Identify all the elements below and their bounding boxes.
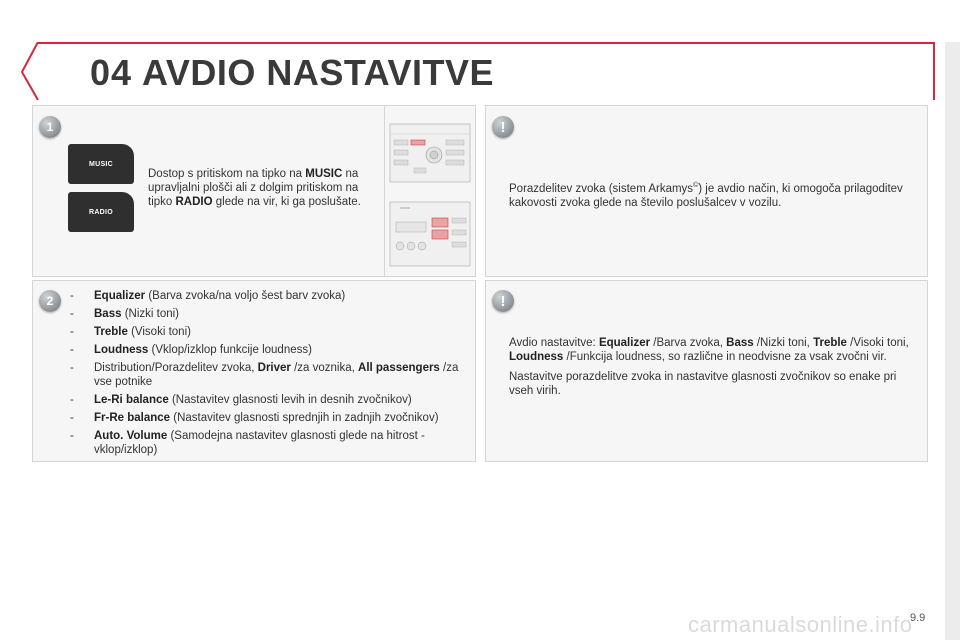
item-desc: (Nastavitev glasnosti sprednjih in zadnjih zvočnikov) [170, 412, 439, 424]
step-1-badge: 1 [39, 116, 61, 138]
dash: - [70, 430, 74, 442]
list-item [70, 307, 465, 321]
list-item [70, 325, 465, 339]
item-term-2: All passengers [358, 362, 440, 374]
list-item [70, 393, 465, 407]
list-item [70, 429, 465, 457]
item-mid: /za voznika, [290, 362, 359, 374]
item-prefix: Distribution/Porazdelitev zvoka, [94, 362, 258, 374]
access-radio-word: RADIO [175, 196, 213, 208]
page-title: AVDIO NASTAVITVE [142, 52, 495, 93]
dash: - [70, 344, 74, 356]
dash: - [70, 326, 74, 338]
note-text: Avdio nastavitve: [509, 337, 599, 349]
item-term: Treble [94, 326, 128, 338]
dash: - [70, 362, 74, 374]
access-text-c: glede na vir, ki ga poslušate. [212, 196, 361, 208]
dash: - [70, 308, 74, 320]
right-margin-strip [945, 42, 960, 640]
item-desc: (Samodejna nastavitev glasnosti glede na hitrost - vklop/izklop) [94, 430, 425, 456]
item-term: Driver [257, 362, 291, 374]
item-term: Bass [94, 308, 122, 320]
access-music-word: MUSIC [305, 168, 343, 180]
warning-icon: ! [492, 116, 514, 138]
note-text: /Barva zvoka, [650, 337, 727, 349]
access-text-a: Dostop s pritiskom na tipko na [148, 168, 306, 180]
settings-note [509, 336, 921, 404]
copyright-mark: © [693, 182, 699, 189]
note-term: Treble [813, 337, 847, 349]
note-text: /Funkcija loudness, so različne in neodvisne za vsak zvočni vir. [563, 351, 887, 363]
note-text: /Visoki toni, [846, 337, 909, 349]
note-text-a: Porazdelitev zvoka (sistem Arkamys [509, 182, 694, 195]
header-corner-decoration [20, 42, 80, 100]
music-key-icon [68, 144, 134, 184]
access-text-b: na upravljalni plošči ali z dolgim pritiskom na tipko [148, 168, 359, 208]
page-number: 9.9 [910, 612, 926, 624]
item-term: Auto. Volume [94, 430, 168, 442]
dash: - [70, 412, 74, 424]
dash: - [70, 394, 74, 406]
access-instructions [148, 167, 384, 209]
control-panel-illustration [386, 110, 474, 274]
item-desc: /za vse potnike [94, 362, 459, 388]
radio-key-label: RADIO [88, 208, 114, 216]
watermark: carmanualsonline.info [688, 612, 913, 637]
chapter-number: 04 [90, 52, 133, 93]
settings-note-p2: Nastavitve porazdelitve zvoka in nastavitve glasnosti zvočnikov so enake pri vseh virih. [509, 371, 897, 397]
dash: - [70, 290, 74, 302]
panel-divider [384, 106, 385, 276]
list-item [70, 289, 465, 303]
note-text-b: ) je avdio način, ki omogoča prilagoditev kakovosti zvoka glede na število poslušalcev v vozilu. [509, 182, 903, 209]
settings-note-p1 [509, 336, 921, 364]
note-term: Equalizer [598, 337, 651, 349]
step-2-badge: 2 [39, 290, 61, 312]
item-desc: (Nastavitev glasnosti levih in desnih zvočnikov) [168, 394, 412, 406]
item-desc: (Barva zvoka/na voljo šest barv zvoka) [145, 290, 346, 302]
list-item [70, 361, 465, 389]
item-term: Loudness [94, 344, 149, 356]
distribution-note [509, 179, 921, 210]
radio-key-icon [68, 192, 134, 232]
item-desc: (Nizki toni) [121, 308, 180, 320]
item-term: Fr-Re balance [94, 412, 171, 424]
item-desc: (Visoki toni) [127, 326, 191, 338]
note-term: Loudness [509, 351, 564, 363]
item-desc: (Vklop/izklop funkcije loudness) [148, 344, 312, 356]
note-term: Bass [726, 337, 754, 349]
list-item [70, 411, 465, 425]
item-term: Equalizer [94, 290, 146, 302]
warning-icon: ! [492, 290, 514, 312]
list-item [70, 343, 465, 357]
item-term: Le-Ri balance [94, 394, 169, 406]
settings-list [70, 289, 465, 461]
note-text: /Nizki toni, [753, 337, 814, 349]
music-key-label: MUSIC [88, 160, 114, 168]
